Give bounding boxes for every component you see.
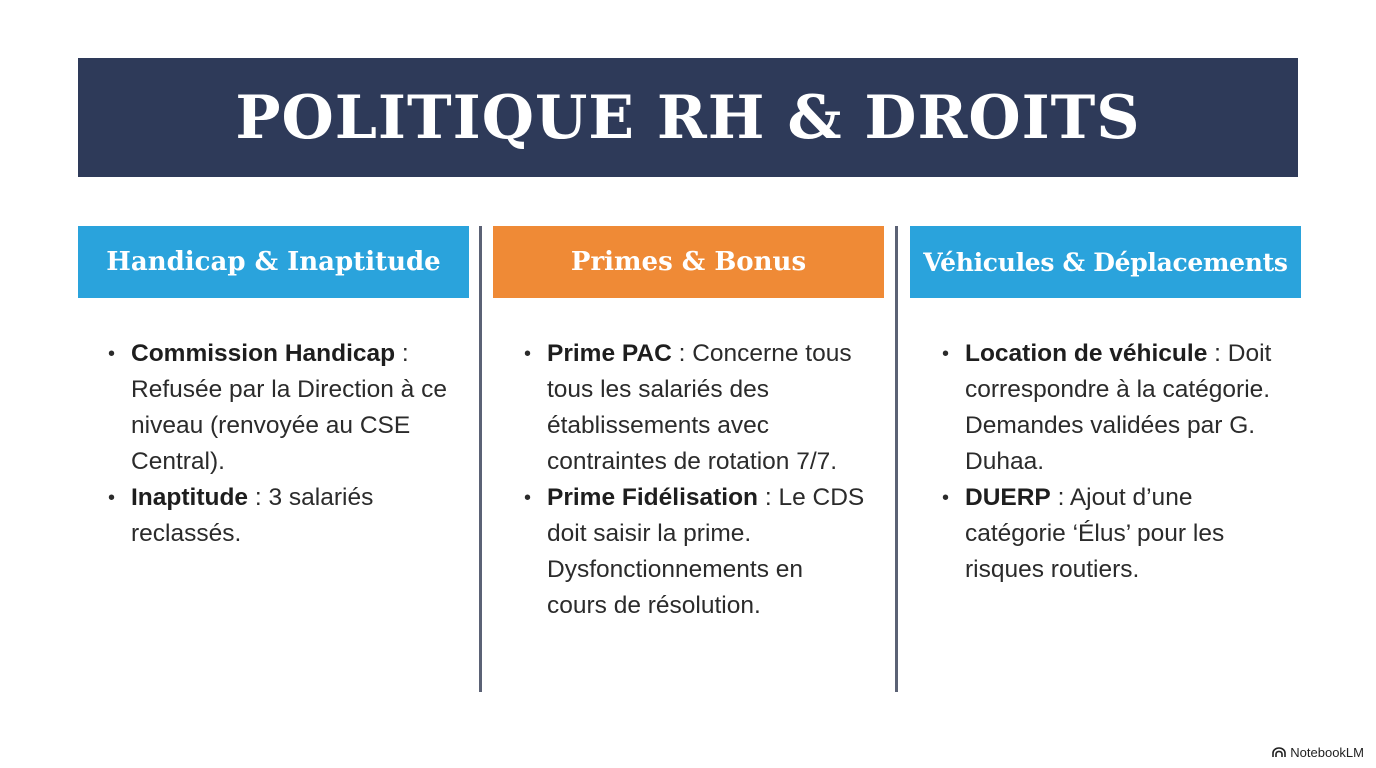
item-term: DUERP xyxy=(965,484,1051,511)
bullet-list xyxy=(108,336,453,552)
column-header-vehicules: Véhicules & Déplacements xyxy=(910,226,1301,298)
bullet-icon: • xyxy=(524,343,532,365)
bullet-icon: • xyxy=(524,487,532,509)
item-text: Concerne tous tous les salariés des établissements avec contraintes de rotation 7/7. xyxy=(547,340,852,475)
notebooklm-badge xyxy=(1272,745,1364,760)
bullet-list xyxy=(524,336,869,624)
item-text: Doit correspondre à la catégorie. Demandes validées par G. Duhaa. xyxy=(965,340,1272,475)
item-separator: : xyxy=(248,484,269,511)
item-text: Refusée par la Direction à ce niveau (renvoyée au CSE Central). xyxy=(131,376,447,475)
list-item xyxy=(524,336,869,480)
page-title: POLITIQUE RH & DROITS xyxy=(235,82,1141,153)
item-term: Prime Fidélisation xyxy=(547,484,759,511)
item-separator: : xyxy=(671,340,693,367)
list-item xyxy=(108,480,453,552)
list-item xyxy=(524,480,869,624)
item-term: Prime PAC xyxy=(547,340,672,367)
item-text: 3 salariés reclassés. xyxy=(131,484,374,547)
column-header-primes: Primes & Bonus xyxy=(493,226,884,298)
item-term: Location de véhicule xyxy=(965,340,1208,367)
notebooklm-icon xyxy=(1272,747,1286,758)
column-body-handicap xyxy=(108,336,453,552)
bullet-icon: • xyxy=(108,343,116,365)
bullet-icon: • xyxy=(108,487,116,509)
column-body-primes xyxy=(524,336,869,624)
bullet-icon: • xyxy=(942,487,950,509)
item-separator: : xyxy=(395,340,409,367)
item-term: Commission Handicap xyxy=(131,340,396,367)
list-item xyxy=(942,480,1287,588)
bullet-list xyxy=(942,336,1287,588)
column-divider xyxy=(479,226,482,692)
item-separator: : xyxy=(758,484,779,511)
column-body-vehicules xyxy=(942,336,1287,588)
item-term: Inaptitude xyxy=(131,484,249,511)
bullet-icon: • xyxy=(942,343,950,365)
item-text: Ajout d’une catégorie ‘Élus’ pour les risques routiers. xyxy=(965,484,1225,583)
list-item xyxy=(942,336,1287,480)
item-separator: : xyxy=(1207,340,1228,367)
list-item xyxy=(108,336,453,480)
column-header-handicap: Handicap & Inaptitude xyxy=(78,226,469,298)
item-text: Le CDS doit saisir la prime. Dysfonctionnements en cours de résolution. xyxy=(547,484,865,619)
item-separator: : xyxy=(1050,484,1070,511)
notebooklm-label: NotebookLM xyxy=(1290,745,1364,760)
title-banner xyxy=(78,58,1298,177)
column-divider xyxy=(895,226,898,692)
